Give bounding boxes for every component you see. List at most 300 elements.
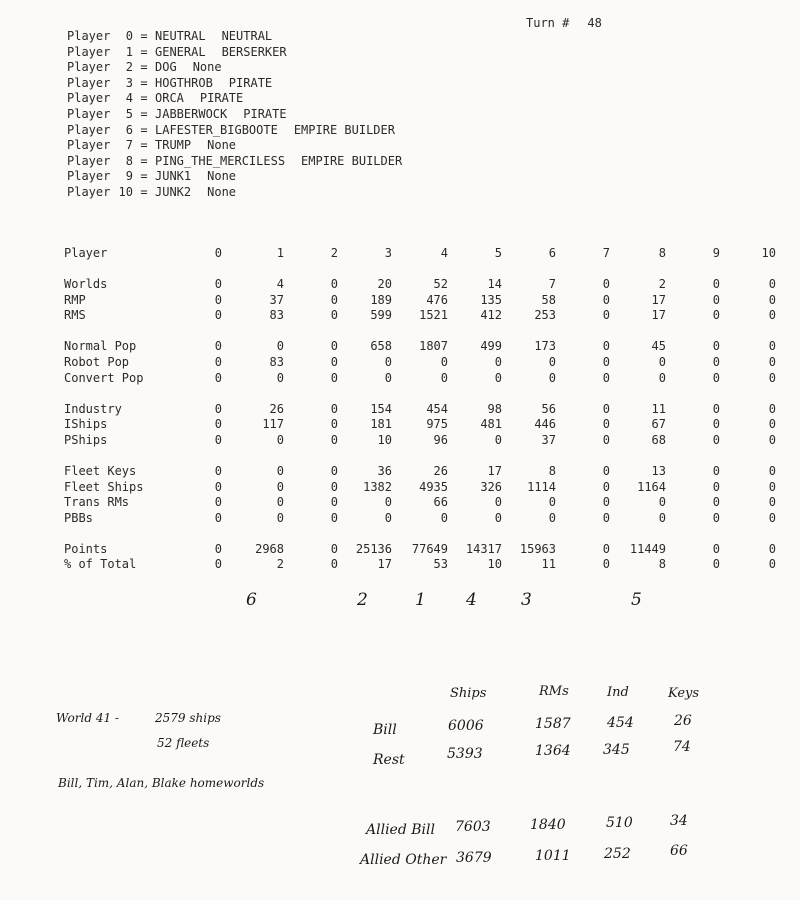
player-type: BERSERKER [221,44,287,59]
spacer-row [60,324,776,340]
stat-cell: 0 [214,246,222,260]
stat-cell: 412 [480,308,502,323]
stat-cell: 10 [377,432,392,447]
summary-row-allied-other-ships: 3679 [456,850,492,866]
stat-cell: 14 [487,277,502,292]
player-type: NEUTRAL [221,29,273,43]
row-label: IShips [64,417,108,432]
stat-cell: 0 [768,510,776,525]
stat-cell: 499 [480,339,502,354]
stat-cell: 9 [712,246,720,260]
player-id: 8 [125,153,133,168]
turn-number: 48 [587,16,602,30]
stat-cell: 53 [433,557,448,572]
stat-cell: 0 [214,557,222,572]
player-name: NEUTRAL [155,29,206,43]
stat-cell: 8 [548,463,556,478]
stat-cell: 0 [330,479,338,494]
stat-cell: 0 [494,370,502,385]
stats-header-row [60,246,776,262]
row-label: PBBs [64,510,93,525]
stat-cell: 0 [330,417,338,432]
equals-sign: = [140,75,148,90]
stat-cell: 0 [712,292,720,307]
summary-row-rest-keys: 74 [673,739,691,755]
summary-row-allied-bill-label: Allied Bill [366,822,435,838]
stat-cell: 0 [330,401,338,416]
stat-cell: 181 [370,417,392,432]
note-world: World 41 - [56,711,119,725]
stat-cell: 0 [712,541,720,556]
player-line [67,60,402,76]
summary-row-rest-ind: 345 [603,742,630,758]
stat-cell: 0 [768,463,776,478]
equals-sign: = [140,29,148,43]
player-line [67,169,402,185]
stat-cell: 0 [214,292,222,307]
stats-row [60,339,776,355]
player-id: 4 [125,91,133,106]
stat-cell: 5 [494,246,502,260]
spacer-row [60,386,776,402]
rank-player-3: 2 [357,590,368,610]
summary-row-bill-keys: 26 [674,713,692,729]
stat-cell: 11 [651,401,666,416]
stat-cell: 0 [276,370,284,385]
summary-row-allied-bill-ind: 510 [606,815,633,831]
stat-cell: 0 [214,495,222,510]
summary-table [0,680,800,880]
stat-cell: 0 [768,495,776,510]
stat-cell: 2 [330,246,338,260]
stat-cell: 0 [658,370,666,385]
row-label: Convert Pop [64,370,144,385]
player-stats-table [60,246,776,573]
spacer-cell [60,386,776,402]
stat-cell: 0 [768,354,776,369]
summary-row-allied-bill-keys: 34 [670,813,688,829]
stat-cell: 0 [602,557,610,572]
stats-row [60,511,776,527]
stat-cell: 975 [426,417,448,432]
stat-cell: 17 [377,557,392,572]
stat-cell: 36 [377,463,392,478]
player-id: 9 [125,169,133,184]
stat-cell: 17 [651,308,666,323]
stat-cell: 68 [651,432,666,447]
summary-row-bill-ind: 454 [607,715,634,731]
spacer-row [60,448,776,464]
player-type: None [207,138,237,153]
stat-cell: 66 [433,495,448,510]
summary-row-allied-bill-ships: 7603 [455,819,491,835]
stat-cell: 0 [214,417,222,432]
summary-header-rms: RMs [539,684,569,699]
stat-cell: 0 [548,370,556,385]
player-name: JABBERWOCK [155,106,228,121]
summary-row-allied-other-ind: 252 [604,846,631,862]
player-type: None [207,184,237,199]
stat-cell: 0 [330,292,338,307]
stat-cell: 135 [480,292,502,307]
summary-row-allied-bill-rms: 1840 [530,817,566,833]
player-id: 1 [125,44,133,59]
note-ships: 2579 ships [155,711,221,725]
stat-cell: 0 [768,308,776,323]
row-label: RMP [64,292,86,307]
turn-label: Turn # [526,16,570,30]
stat-cell: 0 [602,401,610,416]
player-type: EMPIRE BUILDER [301,153,403,168]
stat-cell: 154 [370,401,392,416]
player-line [67,185,402,201]
summary-header-ind: Ind [607,685,629,700]
stat-cell: 0 [214,370,222,385]
row-label: Player [64,246,108,260]
stat-cell: 0 [548,354,556,369]
stat-cell: 0 [768,339,776,354]
row-label: % of Total [64,557,137,572]
stat-cell: 7 [602,246,610,260]
player-line [67,29,402,45]
stats-row [60,355,776,371]
stat-cell: 7 [548,277,556,292]
stat-cell: 11 [541,557,556,572]
row-label: Trans RMs [64,495,130,510]
stat-cell: 17 [651,292,666,307]
stat-cell: 0 [494,354,502,369]
stat-cell: 0 [658,495,666,510]
stat-cell: 454 [426,401,448,416]
stat-cell: 0 [494,432,502,447]
stat-cell: 0 [330,495,338,510]
stat-cell: 0 [712,432,720,447]
player-id: 6 [125,122,133,137]
stat-cell: 1382 [363,479,392,494]
note-homeworlds: Bill, Tim, Alan, Blake homeworlds [58,776,265,790]
player-name: LAFESTER_BIGBOOTE [155,122,278,137]
equals-sign: = [140,60,148,75]
stat-cell: 13 [651,463,666,478]
stat-cell: 0 [712,463,720,478]
stat-cell: 20 [377,277,392,292]
stat-cell: 0 [384,495,392,510]
stat-cell: 0 [214,463,222,478]
player-type: PIRATE [228,75,273,90]
stat-cell: 0 [330,308,338,323]
stat-cell: 0 [214,510,222,525]
summary-header-ships: Ships [450,686,487,701]
stat-cell: 2 [276,557,284,572]
player-label: Player [67,138,111,153]
stats-row [60,495,776,511]
stat-cell: 10 [487,557,502,572]
spacer-cell [60,526,776,542]
row-label: Fleet Ships [64,479,144,494]
stat-cell: 0 [384,370,392,385]
stat-cell: 17 [487,463,502,478]
stats-row [60,417,776,433]
player-type: PIRATE [199,91,244,106]
stat-cell: 0 [214,339,222,354]
stat-cell: 446 [534,417,556,432]
stat-cell: 0 [712,495,720,510]
player-label: Player [67,44,111,59]
rank-player-5: 4 [466,590,477,610]
player-name: ORCA [155,91,184,106]
stat-cell: 0 [768,541,776,556]
player-name: JUNK1 [155,169,192,184]
stat-cell: 1164 [637,479,666,494]
stat-cell: 0 [384,510,392,525]
player-name: GENERAL [155,44,206,59]
stat-cell: 0 [712,479,720,494]
stat-cell: 0 [330,510,338,525]
stat-cell: 52 [433,277,448,292]
stat-cell: 0 [712,370,720,385]
spacer-cell [60,448,776,464]
summary-row-bill-ships: 6006 [448,718,484,734]
summary-row-rest-ships: 5393 [447,746,483,762]
stat-cell: 0 [330,541,338,556]
player-name: HOGTHROB [155,75,213,90]
spacer-cell [60,262,776,278]
stat-cell: 1521 [419,308,448,323]
stat-cell: 0 [214,432,222,447]
stat-cell: 0 [712,557,720,572]
stat-cell: 1114 [527,479,556,494]
rank-player-6: 3 [521,590,532,610]
stat-cell: 26 [269,401,284,416]
turn-indicator [526,16,602,30]
stat-cell: 4935 [419,479,448,494]
stat-cell: 0 [602,277,610,292]
equals-sign: = [140,153,148,168]
stat-cell: 0 [602,432,610,447]
stat-cell: 0 [214,479,222,494]
rank-annotations [0,590,800,614]
spacer-row [60,526,776,542]
stat-cell: 58 [541,292,556,307]
row-label: Points [64,541,108,556]
stat-cell: 0 [276,495,284,510]
stat-cell: 67 [651,417,666,432]
player-label: Player [67,169,111,184]
stat-cell: 1 [276,246,284,260]
player-label: Player [67,153,111,168]
stat-cell: 4 [440,246,448,260]
stat-cell: 0 [712,417,720,432]
equals-sign: = [140,184,148,199]
player-id: 10 [118,184,133,199]
stat-cell: 658 [370,339,392,354]
summary-row-rest-label: Rest [373,752,405,768]
stat-cell: 476 [426,292,448,307]
player-label: Player [67,75,111,90]
stats-row [60,293,776,309]
stat-cell: 0 [214,308,222,323]
stat-cell: 0 [602,495,610,510]
stat-cell: 0 [768,401,776,416]
stat-cell: 0 [548,510,556,525]
stats-row [60,557,776,573]
stat-cell: 0 [768,417,776,432]
player-roster [67,29,402,201]
player-line [67,154,402,170]
stat-cell: 0 [214,354,222,369]
row-label: RMS [64,308,86,323]
stat-cell: 0 [276,432,284,447]
stat-cell: 98 [487,401,502,416]
row-label: PShips [64,432,108,447]
stats-row [60,480,776,496]
stat-cell: 189 [370,292,392,307]
stat-cell: 8 [658,557,666,572]
stat-cell: 0 [602,292,610,307]
stat-cell: 96 [433,432,448,447]
stat-cell: 117 [262,417,284,432]
player-name: TRUMP [155,138,192,153]
player-line [67,45,402,61]
player-name: PING_THE_MERCILESS [155,153,286,168]
stat-cell: 6 [548,246,556,260]
stat-cell: 0 [768,370,776,385]
row-label: Fleet Keys [64,463,137,478]
stat-cell: 0 [602,541,610,556]
stat-cell: 0 [276,339,284,354]
stat-cell: 0 [276,510,284,525]
stats-row [60,433,776,449]
stat-cell: 326 [480,479,502,494]
stats-row [60,402,776,418]
stat-cell: 0 [768,557,776,572]
stat-cell: 253 [534,308,556,323]
spacer-cell [60,324,776,340]
stat-cell: 0 [330,370,338,385]
stat-cell: 0 [330,354,338,369]
stat-cell: 0 [768,292,776,307]
stat-cell: 0 [712,354,720,369]
stat-cell: 2 [658,277,666,292]
row-label: Industry [64,401,122,416]
player-label: Player [67,29,111,43]
player-id: 2 [125,60,133,75]
stat-cell: 3 [384,246,392,260]
stat-cell: 15963 [519,541,556,556]
stat-cell: 25136 [355,541,392,556]
stat-cell: 481 [480,417,502,432]
stat-cell: 26 [433,463,448,478]
player-label: Player [67,184,111,199]
stat-cell: 599 [370,308,392,323]
stat-cell: 0 [768,479,776,494]
stat-cell: 0 [602,308,610,323]
row-label: Robot Pop [64,354,130,369]
equals-sign: = [140,106,148,121]
stat-cell: 37 [541,432,556,447]
stat-cell: 173 [534,339,556,354]
stat-cell: 77649 [411,541,448,556]
player-type: EMPIRE BUILDER [293,122,395,137]
stat-cell: 0 [440,370,448,385]
stat-cell: 0 [768,277,776,292]
stat-cell: 0 [276,479,284,494]
stat-cell: 0 [602,339,610,354]
player-label: Player [67,91,111,106]
row-label: Worlds [64,277,108,292]
stat-cell: 0 [214,401,222,416]
stat-cell: 0 [494,510,502,525]
row-label: Normal Pop [64,339,137,354]
spacer-row [60,262,776,278]
stat-cell: 0 [494,495,502,510]
stat-cell: 11449 [629,541,666,556]
player-name: JUNK2 [155,184,192,199]
rank-player-1: 6 [246,590,257,610]
summary-row-allied-other-keys: 66 [670,843,688,859]
stat-cell: 0 [548,495,556,510]
stat-cell: 83 [269,354,284,369]
stats-row [60,371,776,387]
rank-player-8: 5 [631,590,642,610]
stat-cell: 0 [384,354,392,369]
stat-cell: 45 [651,339,666,354]
player-type: PIRATE [243,106,287,121]
stat-cell: 0 [712,510,720,525]
stat-cell: 1807 [419,339,448,354]
equals-sign: = [140,91,148,106]
player-label: Player [67,60,111,75]
player-id: 7 [125,138,133,153]
stat-cell: 37 [269,292,284,307]
stat-cell: 14317 [465,541,502,556]
stat-cell: 4 [276,277,284,292]
stat-cell: 56 [541,401,556,416]
stat-cell: 0 [330,557,338,572]
stat-cell: 83 [269,308,284,323]
summary-row-rest-rms: 1364 [535,743,571,759]
stat-cell: 10 [761,246,776,260]
player-line [67,138,402,154]
stat-cell: 8 [658,246,666,260]
player-name: DOG [155,60,177,75]
player-id: 0 [125,29,133,43]
stat-cell: 0 [658,354,666,369]
stat-cell: 0 [602,463,610,478]
rank-player-4: 1 [415,590,426,610]
stat-cell: 0 [658,510,666,525]
equals-sign: = [140,122,148,137]
stat-cell: 0 [602,354,610,369]
stat-cell: 0 [602,479,610,494]
summary-row-allied-other-label: Allied Other [360,852,447,868]
player-label: Player [67,122,111,137]
stat-cell: 0 [602,370,610,385]
stat-cell: 0 [712,277,720,292]
equals-sign: = [140,138,148,153]
equals-sign: = [140,44,148,59]
player-id: 5 [125,106,133,121]
stat-cell: 0 [214,277,222,292]
summary-row-bill-rms: 1587 [535,716,571,732]
stat-cell: 0 [440,354,448,369]
player-line [67,76,402,92]
stats-row [60,542,776,558]
stat-cell: 0 [330,432,338,447]
stat-cell: 2968 [255,541,284,556]
stat-cell: 0 [602,510,610,525]
stat-cell: 0 [214,541,222,556]
